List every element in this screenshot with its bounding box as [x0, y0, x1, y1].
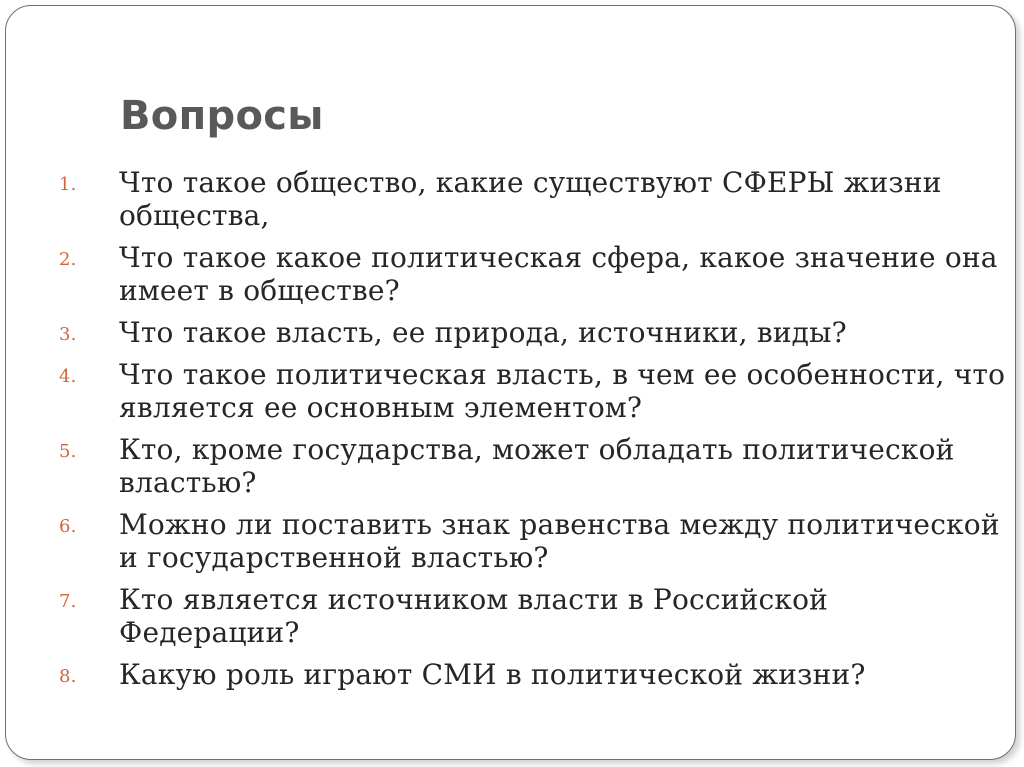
list-item — [6, 583, 1006, 649]
list-item — [6, 433, 1006, 499]
list-item-number: 2. — [59, 249, 77, 270]
list-item-text: Можно ли поставить знак равенства между политической и государственной властью? — [119, 508, 1000, 574]
list-item-text: Кто, кроме государства, может обладать политической властью? — [119, 433, 955, 499]
list-item-text: Какую роль играют СМИ в политической жизни? — [119, 658, 866, 691]
questions-list — [6, 166, 1006, 700]
list-item — [6, 241, 1006, 307]
slide-frame — [5, 5, 1016, 760]
list-item-text: Кто является источником власти в Российской Федерации? — [119, 583, 828, 649]
list-item-number: 7. — [59, 591, 77, 612]
list-item-number: 8. — [59, 666, 77, 687]
list-item-number: 4. — [59, 366, 77, 387]
list-item-text: Что такое власть, ее природа, источники, виды? — [119, 316, 847, 349]
list-item — [6, 316, 1006, 349]
slide-title: Вопросы — [120, 93, 324, 139]
list-item — [6, 658, 1006, 691]
list-item-text: Что такое общество, какие существуют СФЕРЫ жизни общества, — [119, 166, 942, 232]
list-item — [6, 166, 1006, 232]
list-item-number: 3. — [59, 324, 77, 345]
list-item — [6, 358, 1006, 424]
list-item-number: 1. — [59, 174, 77, 195]
list-item — [6, 508, 1006, 574]
list-item-text: Что такое политическая власть, в чем ее особенности, что является ее основным элементом? — [119, 358, 1006, 424]
list-item-number: 6. — [59, 516, 77, 537]
list-item-text: Что такое какое политическая сфера, какое значение она имеет в обществе? — [119, 241, 998, 307]
list-item-number: 5. — [59, 441, 77, 462]
